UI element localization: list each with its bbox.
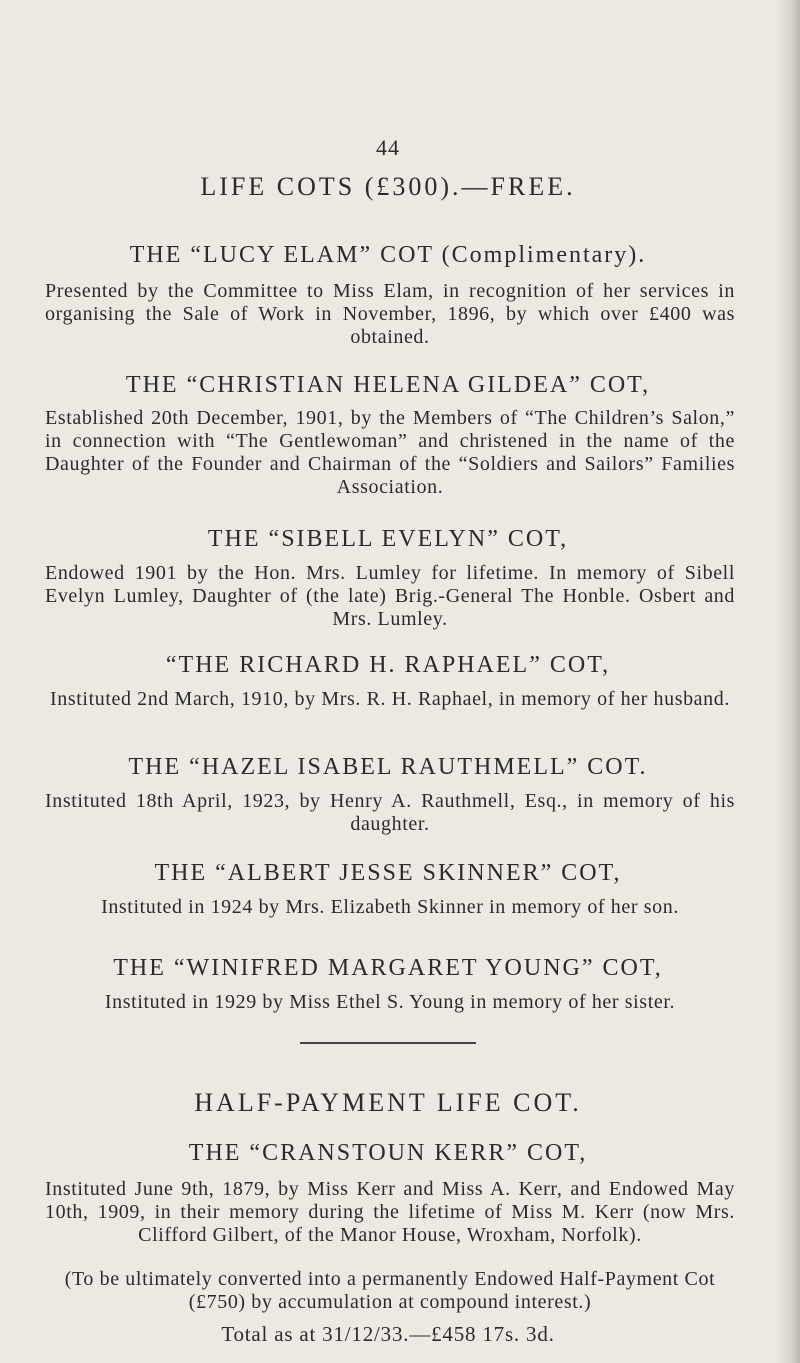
section-heading-life-cots: LIFE COTS (£300).—FREE. xyxy=(200,172,576,201)
conversion-note: (To be ultimately converted into a permanently Endowed Half-Payment Cot (£750) by accumulation at compound interest.) xyxy=(64,1268,716,1313)
entry-title-albert-jesse-skinner: THE “ALBERT JESSE SKINNER” COT, xyxy=(154,860,622,886)
entry-title-richard-h-raphael: “THE RICHARD H. RAPHAEL” COT, xyxy=(165,652,611,678)
entry-title-hazel-isabel-rauthmell: THE “HAZEL ISABEL RAUTHMELL” COT. xyxy=(128,754,648,780)
section-divider xyxy=(300,1042,476,1044)
entry-body-christian-helena-gildea: Established 20th December, 1901, by the Members of “The Children’s Salon,” in connection with “The Gentlewoman” and christened in the name of the Daughter of the Founder and Chairman of the “Soldiers and Sailors” Families Association. xyxy=(45,407,735,498)
entry-title-lucy-elam: THE “LUCY ELAM” COT (Complimentary). xyxy=(129,242,647,268)
total-line: Total as at 31/12/33.—£458 17s. 3d. xyxy=(221,1322,555,1346)
entry-title-sibell-evelyn: THE “SIBELL EVELYN” COT, xyxy=(207,526,569,552)
entry-body-lucy-elam: Presented by the Committee to Miss Elam, in recognition of her services in organising the Sale of Work in November, 1896, by which over £400 was obtained. xyxy=(45,280,735,348)
entry-body-winifred-margaret-young: Instituted in 1929 by Miss Ethel S. Young in memory of her sister. xyxy=(104,991,676,1013)
entry-body-cranstoun-kerr: Instituted June 9th, 1879, by Miss Kerr and Miss A. Kerr, and Endowed May 10th, 1909, in their memory during the lifetime of Miss M. Kerr (now Mrs. Clifford Gilbert, of the Manor House, Wroxham, Norfolk). xyxy=(45,1178,735,1246)
entry-body-richard-h-raphael: Instituted 2nd March, 1910, by Mrs. R. H. Raphael, in memory of her husband. xyxy=(50,688,730,710)
page-edge xyxy=(776,0,800,1363)
entry-title-cranstoun-kerr: THE “CRANSTOUN KERR” COT, xyxy=(188,1140,588,1166)
entry-title-christian-helena-gildea: THE “CHRISTIAN HELENA GILDEA” COT, xyxy=(125,372,651,398)
entry-title-winifred-margaret-young: THE “WINIFRED MARGARET YOUNG” COT, xyxy=(113,955,663,981)
section-heading-half-payment: HALF-PAYMENT LIFE COT. xyxy=(194,1088,582,1117)
entry-body-albert-jesse-skinner: Instituted in 1924 by Mrs. Elizabeth Skinner in memory of her son. xyxy=(101,896,679,918)
page-number: 44 xyxy=(376,135,400,160)
entry-body-sibell-evelyn: Endowed 1901 by the Hon. Mrs. Lumley for lifetime. In memory of Sibell Evelyn Lumley, Daughter of (the late) Brig.-General The Honble. Osbert and Mrs. Lumley. xyxy=(45,562,735,630)
entry-body-hazel-isabel-rauthmell: Instituted 18th April, 1923, by Henry A. Rauthmell, Esq., in memory of his daughter. xyxy=(45,790,735,835)
